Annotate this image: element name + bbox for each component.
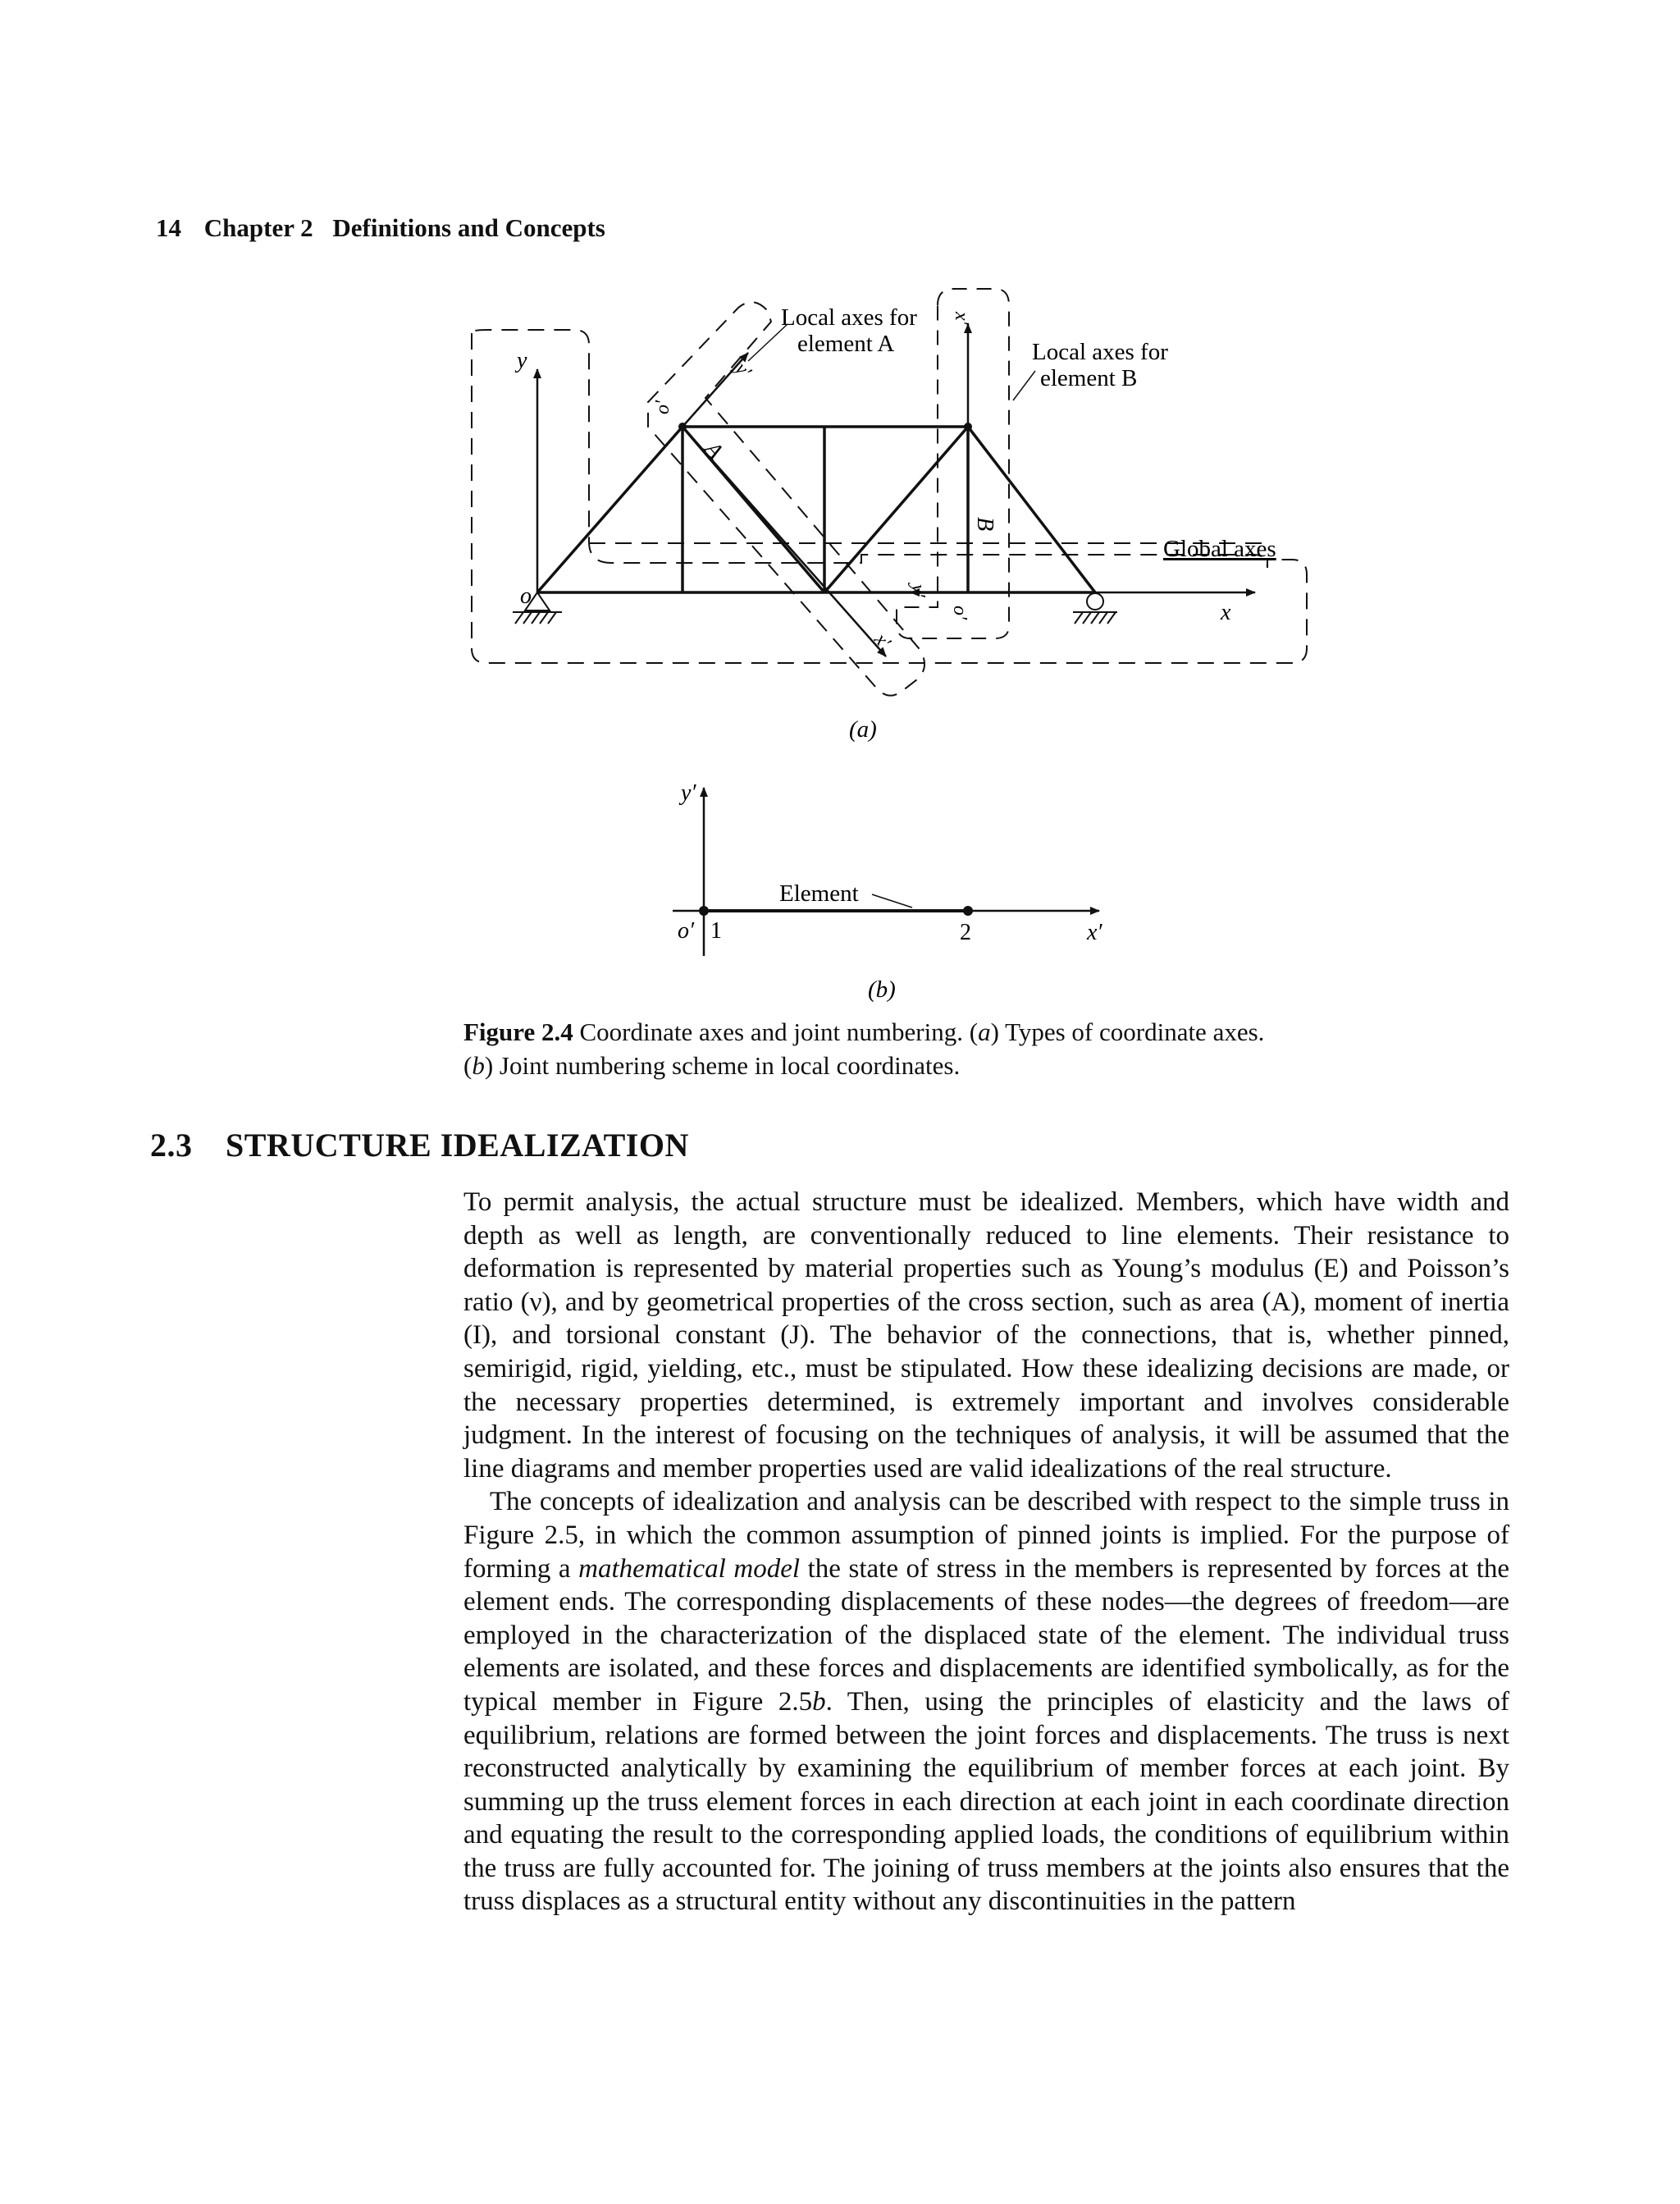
section-heading: [150, 1126, 689, 1164]
paragraph-2-part-2: the state of stress in the members is represented by forces at the element ends. The corresponding displacements of these nodes—the degrees of freedom—are employed in the characterization of the displaced state of the element. The individual truss elements are isolated, and these forces and displacements are identified symbolically, as for the typical member in Figure 2.5: [463, 1553, 1510, 1717]
global-axes-label: Global axes: [1163, 536, 1276, 562]
truss-left-end-diagonal: [537, 427, 682, 592]
element-b-local-label-1: Local axes for: [1032, 339, 1168, 365]
part-b-joint-1-label: 1: [710, 918, 722, 944]
right-roller-support: [1073, 593, 1117, 624]
part-b-element-label: Element: [779, 880, 859, 907]
figure-caption: [463, 1015, 1300, 1082]
body-text: [463, 1186, 1509, 1918]
paragraph-2-part-1: The concepts of idealization and analysis can be described with respect to the simple truss in Figure 2.5, in which the common assumption of pinned joints is implied. For the purpose of forming a: [463, 1487, 1509, 1584]
element-b-local-label-2: element B: [1040, 365, 1138, 391]
figure-a-sublabel: (a): [849, 716, 877, 743]
chapter-label: Chapter 2: [203, 213, 313, 242]
element-a-local-label-2: element A: [797, 331, 895, 357]
truss-right-end-diagonal: [968, 427, 1095, 592]
part-b-y-prime-label: y′: [681, 780, 696, 806]
chapter-title: Definitions and Concepts: [332, 213, 605, 242]
global-y-label: y: [517, 348, 527, 373]
element-a-local-axes: [682, 353, 886, 656]
paragraph-2: [463, 1485, 1509, 1918]
element-b-x-prime-label: x′: [951, 312, 972, 325]
caption-b: b: [472, 1051, 485, 1080]
page-number: 14: [156, 213, 181, 242]
global-axes-dashed-outline: [472, 330, 1307, 663]
element-b-label: B: [972, 517, 998, 532]
element-a-local-label-1: Local axes for: [781, 304, 917, 331]
part-b-axes: [673, 788, 1099, 956]
caption-text-3: ) Joint numbering scheme in local coordinates.: [484, 1051, 961, 1080]
element-b-leader: [1013, 371, 1035, 400]
figure-2-4-diagram: [0, 0, 1680, 1009]
caption-text-1: Coordinate axes and joint numbering. (: [579, 1017, 979, 1046]
section-title: STRUCTURE IDEALIZATION: [226, 1127, 689, 1164]
part-b-x-prime-label: x′: [1087, 920, 1102, 945]
part-b-origin-label: o′: [678, 918, 695, 944]
element-a-origin-label: o′: [652, 400, 673, 414]
part-b-joint-1: [699, 906, 709, 916]
section-number: 2.3: [150, 1127, 193, 1164]
paragraph-2-emphasis-b: b: [812, 1686, 826, 1717]
part-b-joint-2: [963, 906, 973, 916]
global-origin-label: o: [520, 583, 532, 609]
element-a-y-prime-label: y′: [730, 358, 756, 382]
caption-text-2: ) Types of coordinate axes. (: [463, 1017, 1265, 1080]
paragraph-1: To permit analysis, the actual structure must be idealized. Members, which have width and depth as well as length, are conventionally reduced to line elements. Their resistance to deformation is represented by material properties such as Young’s modulus (E) and Poisson’s ratio (ν), and by geometrical properties of the cross section, such as area (A), moment of inertia (I), and torsional constant (J). The behavior of the connections, that is, whether pinned, semirigid, rigid, yielding, etc., must be stipulated. How these idealizing decisions are made, or the necessary properties determined, is extremely important and involves considerable judgment. In the interest of focusing on the techniques of analysis, it will be assumed that the line diagrams and member properties used are valid idealizations of the real structure.: [463, 1187, 1509, 1484]
caption-a: a: [978, 1017, 991, 1046]
figure-number: Figure 2.4: [463, 1017, 573, 1046]
figure-b-sublabel: (b): [868, 976, 896, 1003]
truss-diagonal-up: [824, 427, 968, 592]
part-b-joint-2-label: 2: [960, 920, 971, 945]
truss: [537, 427, 1095, 592]
part-b-element-leader: [872, 894, 912, 908]
element-a-label: A: [699, 437, 728, 464]
global-axes: [537, 369, 1255, 592]
element-b-origin-label: o′: [949, 606, 970, 620]
paragraph-2-emphasis: mathematical model: [578, 1553, 801, 1584]
paragraph-2-part-3: . Then, using the principles of elasticity and the laws of equilibrium, relations are formed between the joint forces and displacements. The truss is next reconstructed analytically by examining the equilibrium of member forces at each joint. By summing up the truss element forces in each direction at each joint in each coordinate direction and equating the result to the corresponding applied loads, the conditions of equilibrium within the truss are fully accounted for. The joining of truss members at the joints also ensures that the truss displaces as a structural entity without any discontinuities in the pattern: [463, 1686, 1509, 1917]
global-x-label: x: [1221, 600, 1231, 625]
element-b-y-prime-label: y′: [907, 584, 929, 597]
element-a-x-prime-label: x′: [870, 629, 895, 653]
